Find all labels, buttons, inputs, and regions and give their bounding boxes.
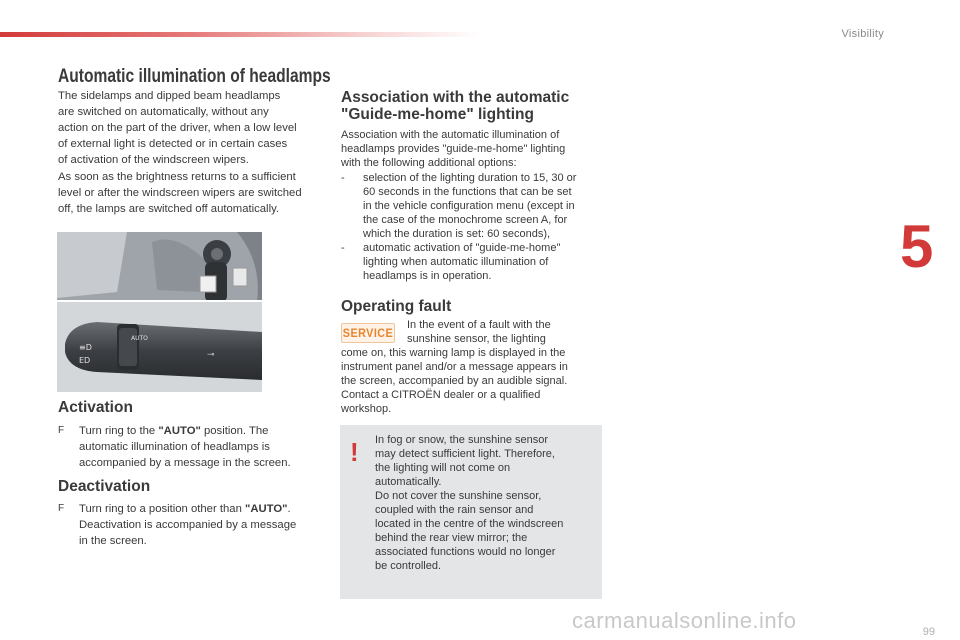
fault-line: Contact a CITROËN dealer or a qualified <box>341 389 541 401</box>
list-line: in the vehicle configuration menu (except in <box>363 200 575 212</box>
bullet-marker: F <box>58 425 65 436</box>
fault-line: instrument panel and/or a message appears in <box>341 361 568 373</box>
auto-keyword: "AUTO" <box>245 503 288 515</box>
svg-text:ED: ED <box>79 356 91 365</box>
activation-text: Turn ring to the <box>79 425 159 437</box>
exclamation-icon: ! <box>350 437 359 467</box>
service-warning-icon <box>341 323 395 343</box>
svg-text:≡D: ≡D <box>79 343 92 352</box>
warning-line: coupled with the rain sensor and <box>375 504 534 516</box>
heading-line: "Guide-me-home" lighting <box>341 106 534 123</box>
list-line: lighting when automatic illumination of <box>363 256 549 268</box>
guide-intro-line: Association with the automatic illumination of <box>341 129 560 141</box>
fault-line: the screen, accompanied by an audible signal. <box>341 375 568 387</box>
guide-intro-line: headlamps provides "guide-me-home" lighting <box>341 143 566 155</box>
warning-text <box>375 433 593 573</box>
guide-intro-line: with the following additional options: <box>341 157 517 169</box>
activation-text: accompanied by a message in the screen. <box>79 457 291 469</box>
heading-line: Association with the automatic <box>341 89 570 106</box>
lighting-stalk-illustration <box>57 232 262 392</box>
watermark: carmanualsonline.info <box>572 608 797 633</box>
deactivation-text: in the screen. <box>79 535 147 547</box>
operating-fault-heading: Operating fault <box>341 298 452 315</box>
section-title: Visibility <box>841 28 884 40</box>
page-number: 99 <box>922 626 935 638</box>
list-item <box>341 241 601 283</box>
deactivation-text: Deactivation is accompanied by a message <box>79 519 297 531</box>
auto-label: AUTO <box>131 335 148 342</box>
deactivation-text: Turn ring to a position other than <box>79 503 245 515</box>
intro-line: of external light is detected or in certain cases <box>58 138 288 150</box>
intro-line: are switched on automatically, without any <box>58 106 269 118</box>
fault-line: sunshine sensor, the lighting <box>407 333 546 345</box>
deactivation-text: . <box>287 503 291 515</box>
list-line: which the duration is set: 60 seconds), <box>363 228 551 240</box>
guide-intro <box>341 128 565 170</box>
list-dash: - <box>341 172 345 184</box>
list-line: selection of the lighting duration to 15, 30 or <box>363 172 577 184</box>
deactivation-step <box>58 501 328 549</box>
guide-options-list <box>341 171 601 283</box>
activation-text: automatic illumination of headlamps is <box>79 441 270 453</box>
warning-line: the lighting will not come on <box>375 462 511 474</box>
intro-line: As soon as the brightness returns to a sufficient <box>58 171 296 183</box>
warning-line: behind the rear view mirror; the <box>375 532 528 544</box>
warning-line: automatically. <box>375 476 442 488</box>
svg-text:⊸: ⊸ <box>207 350 215 360</box>
deactivation-heading: Deactivation <box>58 478 151 495</box>
list-line: the case of the monochrome screen A, for <box>363 214 568 226</box>
fault-line: In the event of a fault with the <box>407 319 551 331</box>
chapter-number: 5 <box>900 213 934 280</box>
fault-line: workshop. <box>341 403 392 415</box>
activation-text: position. The <box>200 425 269 437</box>
warning-line: associated functions would no longer <box>375 546 556 558</box>
auto-keyword: "AUTO" <box>158 425 201 437</box>
header-accent-bar <box>0 32 480 37</box>
lighting-stalk-photo <box>57 232 262 392</box>
intro-line: off, the lamps are switched off automatically. <box>58 203 280 215</box>
warning-line: located in the centre of the windscreen <box>375 518 564 530</box>
guide-me-home-heading <box>341 89 569 123</box>
bullet-marker: F <box>58 503 65 514</box>
list-item <box>341 171 601 241</box>
warning-note-box <box>340 425 602 599</box>
warning-line: Do not cover the sunshine sensor, <box>375 490 542 502</box>
fault-text <box>341 346 568 416</box>
list-dash: - <box>341 242 345 254</box>
activation-heading: Activation <box>58 399 133 416</box>
warning-line: In fog or snow, the sunshine sensor <box>375 434 549 446</box>
warning-line: be controlled. <box>375 560 442 572</box>
service-label: SERVICE <box>342 326 394 340</box>
fault-line: come on, this warning lamp is displayed in the <box>341 347 566 359</box>
page-title: Automatic illumination of headlamps <box>58 66 331 87</box>
list-line: headlamps is in operation. <box>363 270 492 282</box>
intro-line: level or after the windscreen wipers are switched <box>58 187 302 199</box>
list-line: 60 seconds in the functions that can be set <box>363 186 572 198</box>
activation-step <box>58 423 328 471</box>
intro-line: The sidelamps and dipped beam headlamps <box>58 90 281 102</box>
list-line: automatic activation of "guide-me-home" <box>363 242 561 254</box>
intro-line: of activation of the windscreen wipers. <box>58 154 249 166</box>
intro-line: action on the part of the driver, when a low level <box>58 122 297 134</box>
fault-text-indented <box>407 318 551 346</box>
warning-line: may detect sufficient light. Therefore, <box>375 448 555 460</box>
